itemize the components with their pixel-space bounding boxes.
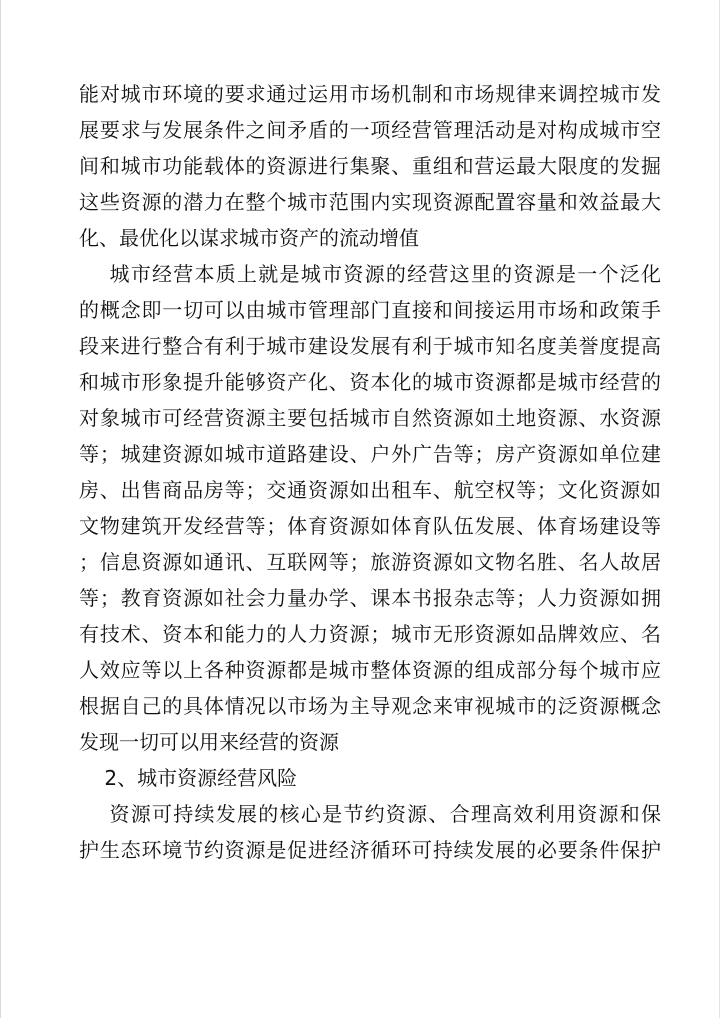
section-heading <box>79 760 661 796</box>
text-line: 资源可持续发展的核心是节约资源、合理高效利用资源和保 <box>79 802 661 826</box>
heading-text: 2、城市资源经营风险 <box>79 766 298 790</box>
text-line: 对象城市可经营资源主要包括城市自然资源如土地资源、水资源 <box>79 406 661 430</box>
text-line: 根据自己的具体情况以市场为主导观念来审视城市的泛资源概念 <box>79 694 661 718</box>
text-line: 的概念即一切可以由城市管理部门直接和间接运用市场和政策手 <box>79 298 661 322</box>
text-line: 等；教育资源如社会力量办学、课本书报杂志等；人力资源如拥 <box>79 586 661 610</box>
paragraph-2 <box>79 256 661 760</box>
text-line: 这些资源的潜力在整个城市范围内实现资源配置容量和效益最大 <box>79 190 661 214</box>
text-line: 能对城市环境的要求通过运用市场机制和市场规律来调控城市发 <box>79 82 661 106</box>
text-line: 等；城建资源如城市道路建设、户外广告等；房产资源如单位建 <box>79 442 661 466</box>
text-line: 文物建筑开发经营等；体育资源如体育队伍发展、体育场建设等 <box>79 514 661 538</box>
text-line: 房、出售商品房等；交通资源如出租车、航空权等；文化资源如 <box>79 478 661 502</box>
text-line: 展要求与发展条件之间矛盾的一项经营管理活动是对构成城市空 <box>79 118 661 142</box>
paragraph-1 <box>79 76 661 256</box>
text-line: 和城市形象提升能够资产化、资本化的城市资源都是城市经营的 <box>79 370 661 394</box>
text-line: 护生态环境节约资源是促进经济循环可持续发展的必要条件保护 <box>79 838 661 862</box>
paragraph-3 <box>79 796 661 868</box>
text-line: ；信息资源如通讯、互联网等；旅游资源如文物名胜、名人故居 <box>79 550 661 574</box>
text-line: 段来进行整合有利于城市建设发展有利于城市知名度美誉度提高 <box>79 334 661 358</box>
text-line: 有技术、资本和能力的人力资源；城市无形资源如品牌效应、名 <box>79 622 661 646</box>
text-line: 发现一切可以用来经营的资源 <box>79 730 339 754</box>
text-line: 城市经营本质上就是城市资源的经营这里的资源是一个泛化 <box>79 262 661 286</box>
document-body <box>79 76 661 868</box>
text-line: 间和城市功能载体的资源进行集聚、重组和营运最大限度的发掘 <box>79 154 661 178</box>
text-line: 化、最优化以谋求城市资产的流动增值 <box>79 226 419 250</box>
text-line: 人效应等以上各种资源都是城市整体资源的组成部分每个城市应 <box>79 658 661 682</box>
